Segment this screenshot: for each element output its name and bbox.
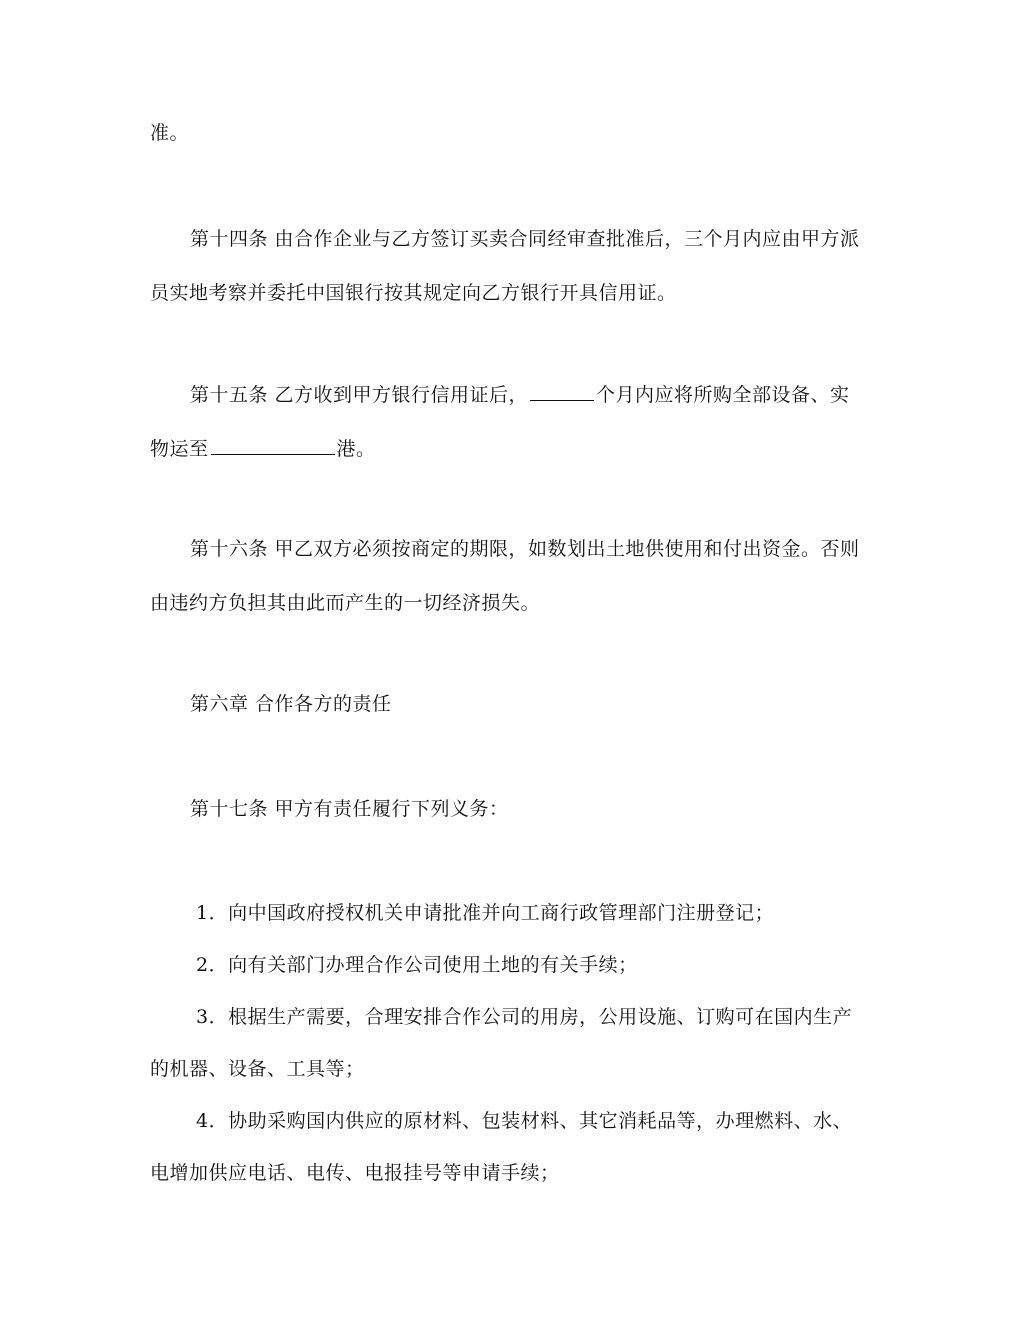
list-item-2: 2．向有关部门办理合作公司使用土地的有关手续； [196, 954, 638, 976]
article-17-heading: 第十七条 甲方有责任履行下列义务： [190, 798, 509, 820]
article-14-line-1: 第十四条 由合作企业与乙方签订买卖合同经审查批准后，三个月内应由甲方派 [190, 228, 860, 250]
paragraph-line: 准。 [150, 122, 190, 144]
list-item-3-line-2: 的机器、设备、工具等； [150, 1058, 365, 1080]
list-item-4-line-1: 4．协助采购国内供应的原材料、包装材料、其它消耗品等，办理燃料、水、 [196, 1110, 853, 1132]
blank-field-port [211, 434, 335, 455]
article-15-text-c: 物运至 [150, 438, 209, 460]
article-15-text-b: 个月内应将所购全部设备、实 [596, 384, 850, 406]
article-15-line-1 [190, 380, 850, 408]
list-item-1: 1．向中国政府授权机关申请批准并向工商行政管理部门注册登记； [196, 902, 775, 924]
chapter-heading: 第六章 合作各方的责任 [190, 693, 392, 715]
list-item-4-line-2: 电增加供应电话、电传、电报挂号等申请手续； [150, 1162, 560, 1184]
article-16-line-2: 由违约方负担其由此而产生的一切经济损失。 [150, 592, 541, 614]
article-15-line-2 [150, 434, 376, 462]
blank-field-months [530, 380, 594, 401]
article-16-line-1: 第十六条 甲乙双方必须按商定的期限，如数划出土地供使用和付出资金。否则 [190, 538, 860, 560]
article-14-line-2: 员实地考察并委托中国银行按其规定向乙方银行开具信用证。 [150, 282, 677, 304]
list-item-3-line-1: 3．根据生产需要，合理安排合作公司的用房，公用设施、订购可在国内生产 [196, 1006, 853, 1028]
article-15-text-a: 第十五条 乙方收到甲方银行信用证后， [190, 384, 529, 406]
article-15-text-d: 港。 [336, 438, 376, 460]
